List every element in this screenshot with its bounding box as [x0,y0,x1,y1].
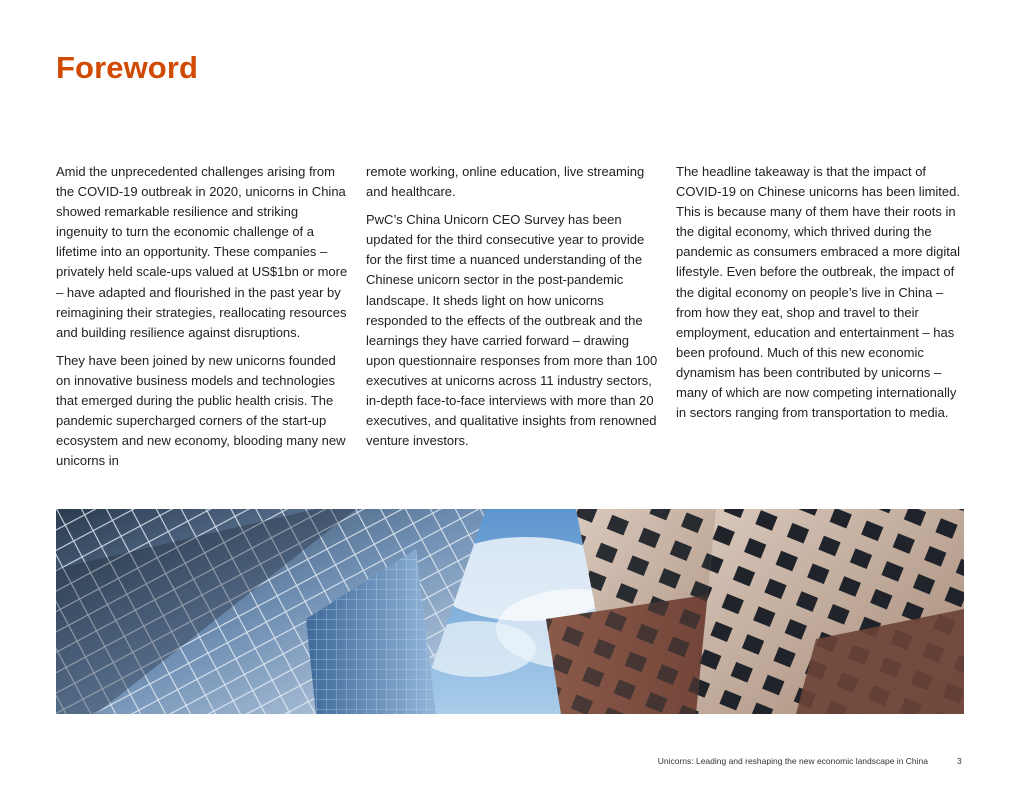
text-column-3 [676,162,968,431]
skyscrapers-photo [56,509,964,714]
footer-text: Unicorns: Leading and reshaping the new economic landscape in China [657,756,928,766]
paragraph: PwC’s China Unicorn CEO Survey has been updated for the third consecutive year to provide for the first time a nuanced understanding of the Chinese unicorn sector in the post-pandemic landscape. It sheds light on how unicorns responded to the effects of the outbreak and the learnings they have carried forward – drawing upon questionnaire responses from more than 100 executives at unicorns across 11 industry sectors, in-depth face-to-face interviews with more than 20 executives, and qualitative insights from renowned venture investors. [366,212,658,449]
paragraph: remote working, online education, live streaming and healthcare. [366,164,645,200]
page-number: 3 [957,756,962,766]
paragraph: They have been joined by new unicorns founded on innovative business models and technologies that emerged during the public health crisis. The pandemic supercharged corners of the start-up ecosystem and new economy, blooding many new unicorns in [56,352,346,469]
text-column-2 [366,162,658,459]
paragraph: Amid the unprecedented challenges arising from the COVID-19 outbreak in 2020, unicorns in China showed remarkable resilience and striking ingenuity to turn the economic challenge of a lifetime into an opportunity. These companies – privately held scale-ups valued at US$1bn or more – have adapted and flourished in the past year by reimagining their strategies, reallocating resources and building resilience against disruptions. [56,164,348,340]
page-title: Foreword [56,50,199,85]
text-column-1 [56,162,348,479]
paragraph: The headline takeaway is that the impact of COVID-19 on Chinese unicorns has been limited. This is because many of them have their roots in the digital economy, which thrived during the pandemic as consumers embraced a more digital lifestyle. Even before the outbreak, the impact of the digital economy on people’s live in China – from how they eat, shop and travel to their employment, education and entertainment – has been profound. Much of this new economic dynamism has been contributed by unicorns – many of which are now competing internationally in sectors ranging from transportation to media. [676,164,960,421]
